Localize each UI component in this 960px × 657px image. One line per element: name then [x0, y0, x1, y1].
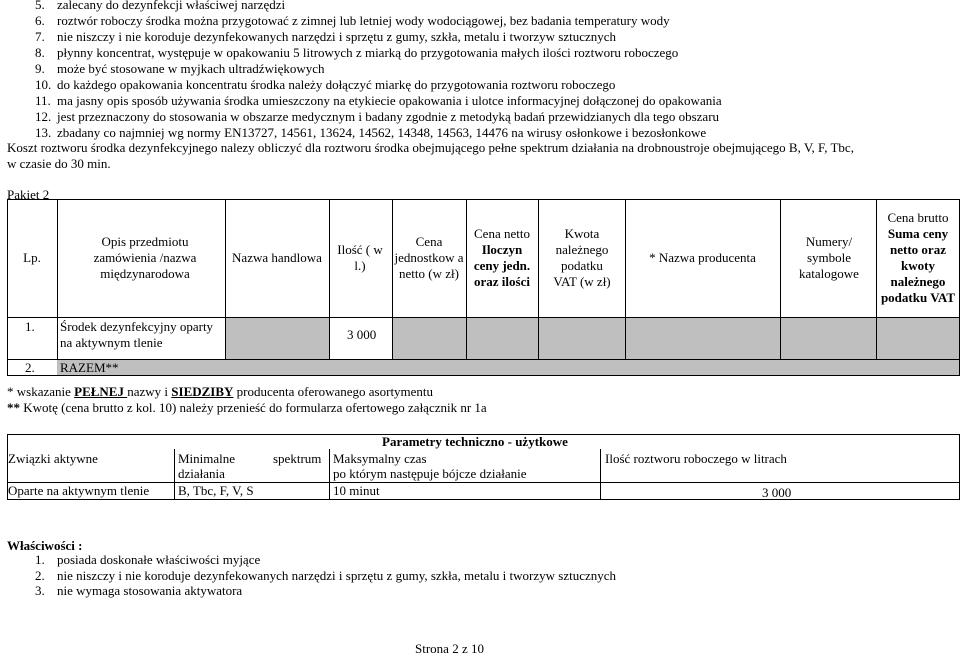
row-lp: 1. [25, 319, 35, 334]
row-description: Środek dezynfekcyjny oparty na aktywnym tlenie [60, 319, 214, 350]
header-catalog-numbers: Numery/ symbole katalogowe [799, 234, 859, 281]
header-lp: Lp. [23, 250, 41, 265]
cost-note-line: Koszt roztworu środka dezynfekcyjnego nalezy obliczyć dla roztworu środka obejmującego pełne spektrum działania na drobnoustroje obejmującego B, V, F, Tbc, [7, 140, 854, 155]
list-item: nie niszczy i nie koroduje dezynfekowanych narzędzi i sprzętu z gumy, szkła, metalu i tworzyw sztucznych [57, 29, 617, 44]
header-trade-name: Nazwa handlowa [232, 250, 322, 265]
shaded-cell [392, 317, 960, 359]
list-number: 5. [35, 0, 45, 12]
list-item: zalecany do dezynfekcji właściwej narzędzi [57, 0, 286, 12]
list-item: ma jasny opis sposób używania środka umieszczony na etykiecie opakowania i ulotce informacyjnej dołączonej do opakowania [57, 93, 722, 108]
note-text: nazwy i [127, 384, 172, 399]
note-emphasis: SIEDZIBY [171, 384, 234, 399]
package-title: Pakiet 2 [7, 187, 50, 202]
header-net-price-desc: Iloczyn ceny jedn. oraz ilości [473, 242, 531, 289]
cost-note-line: w czasie do 30 min. [7, 156, 111, 171]
shaded-cell [225, 317, 329, 359]
total-lp: 2. [25, 360, 35, 375]
param-header-time: Maksymalny czas [333, 451, 427, 466]
note-text: Kwotę (cena brutto z kol. 10) należy przenieść do formularza ofertowego załącznik nr 1a [20, 400, 487, 415]
parameters-title: Parametry techniczno - użytkowe [382, 434, 568, 449]
header-quantity: Ilość ( w l.) [337, 242, 383, 273]
list-item: roztwór roboczy środka można przygotować z zimnej lub letniej wody wodociągowej, bez badania temperatury wody [57, 13, 670, 28]
note-emphasis: PEŁNEJ [74, 384, 128, 399]
list-item: posiada doskonałe właściwości myjące [57, 552, 261, 567]
header-gross-price [878, 199, 958, 317]
producer-note [7, 384, 433, 400]
list-number: 6. [35, 13, 45, 28]
page-footer: Strona 2 z 10 [415, 641, 484, 656]
shaded-cell [57, 359, 960, 375]
header-net-price-label: Cena netto [474, 226, 530, 241]
param-header-time: po którym następuje bójcze działanie [333, 466, 527, 481]
param-header-spectrum: Minimalne [178, 451, 236, 466]
properties-title: Właściwości : [7, 538, 83, 553]
list-number: 11. [35, 93, 51, 108]
header-unit-price: Cena jednostkow a netto (w zł) [394, 234, 464, 281]
list-item: do każdego opakowania koncentratu środka należy dołączyć miarkę do przygotowania roztworu roboczego [57, 77, 616, 92]
list-number: 1. [35, 552, 45, 567]
header-vat-amount: Kwota należnego podatku VAT (w zł) [553, 226, 611, 289]
param-active-value: Oparte na aktywnym tlenie [8, 483, 150, 498]
note-text: * wskazanie [7, 384, 75, 399]
list-number: 2. [35, 568, 45, 583]
list-number: 9. [35, 61, 45, 76]
list-number: 7. [35, 29, 45, 44]
list-item: jest przeznaczony do stosowania w obszarze medycznym i badany zgodnie z metodyką badań przewidzianych dla tego obszaru [57, 109, 720, 124]
header-producer: * Nazwa producenta [649, 250, 756, 265]
list-number: 12. [35, 109, 52, 124]
param-header-spectrum: spektrum [273, 451, 322, 466]
list-number: 3. [35, 583, 45, 598]
list-number: 10. [35, 77, 52, 92]
list-item: zbadany co najmniej wg normy EN13727, 14561, 13624, 14562, 14348, 14563, 14476 na wirusy osłonkowe i bezosłonkowe [57, 125, 707, 140]
gross-price-note [7, 400, 487, 416]
param-spectrum-value: B, Tbc, F, V, S [178, 483, 254, 498]
list-item: nie wymaga stosowania aktywatora [57, 583, 243, 598]
param-header-active: Związki aktywne [8, 451, 98, 466]
list-item: może być stosowane w myjkach ultradźwiękowych [57, 61, 325, 76]
list-number: 8. [35, 45, 45, 60]
param-header-spectrum: działania [178, 466, 225, 481]
header-net-price [468, 199, 536, 317]
param-time-value: 10 minut [333, 483, 380, 498]
header-description: Opis przedmiotu zamówienia /nazwa międzynarodowa [93, 234, 197, 281]
note-text: producenta oferowanego asortymentu [233, 384, 434, 399]
param-header-volume: Ilość roztworu roboczego w litrach [605, 451, 787, 466]
note-star: ** [7, 400, 20, 415]
header-gross-price-desc: Suma ceny netto oraz kwoty należnego podatku VAT [880, 226, 956, 305]
header-gross-price-label: Cena brutto [887, 210, 949, 225]
list-item: płynny koncentrat, występuje w opakowaniu 5 litrowych z miarką do przygotowania małych ilości roztworu roboczego [57, 45, 679, 60]
list-number: 13. [35, 125, 52, 140]
total-label: RAZEM** [60, 360, 119, 375]
param-volume-value: 3 000 [762, 485, 792, 500]
list-item: nie niszczy i nie koroduje dezynfekowanych narzędzi i sprzętu z gumy, szkła, metalu i tworzyw sztucznych [57, 568, 617, 583]
row-quantity: 3 000 [347, 327, 377, 342]
